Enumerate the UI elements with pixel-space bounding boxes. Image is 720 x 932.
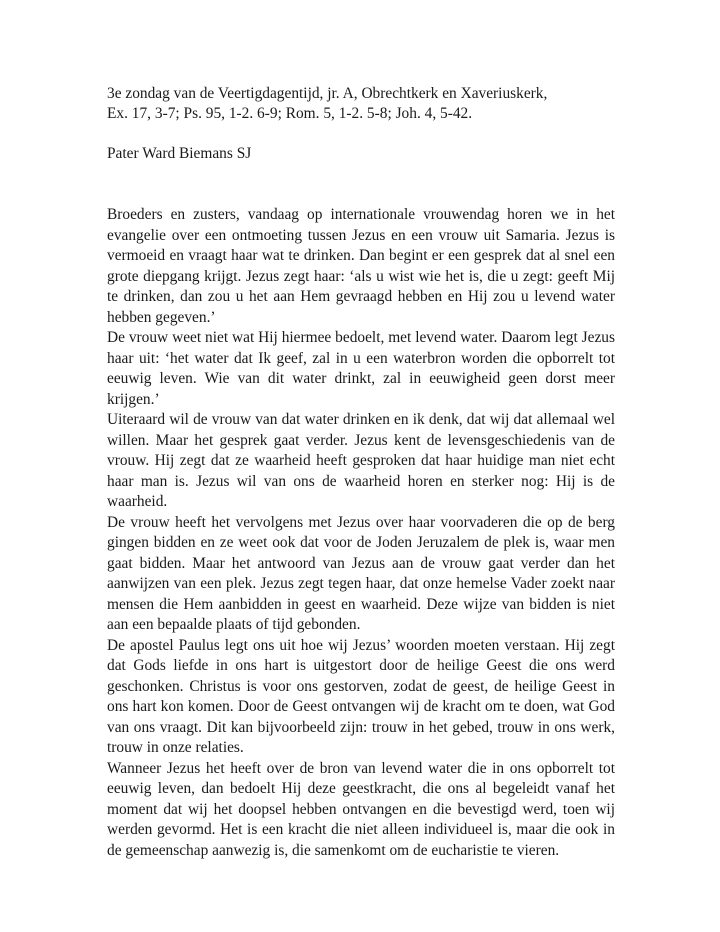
liturgy-heading: 3e zondag van de Veertigdagentijd, jr. A, Obrechtkerk en Xaveriuskerk, [107,85,548,102]
paragraph: De apostel Paulus legt ons uit hoe wij Jezus’ woorden moeten verstaan. Hij zegt dat Gods liefde in ons hart is uitgestort door de heilige Geest die ons werd geschonken. Christus is voor ons gestorven, zodat de geest, de heilige Geest in ons hart kon komen. Door de Geest ontvangen wij de kracht om te doen, wat God van ons vraagt. Dit kan bijvoorbeeld zijn: trouw in het gebed, trouw in ons werk, trouw in onze relaties. [107,636,615,756]
paragraph: De vrouw heeft het vervolgens met Jezus over haar voorvaderen die op de berg gingen bidden en ze weet ook dat voor de Joden Jeruzalem de plek is, waar men gaat bidden. Maar het antwoord van Jezus aan de vrouw gaat verder dan het aanwijzen van een plek. Jezus zegt tegen haar, dat onze hemelse Vader zoekt naar mensen die Hem aanbidden in geest en waarheid. Deze wijze van bidden is niet aan een bepaalde plaats of tijd gebonden. [107,513,615,633]
scripture-references: Ex. 17, 3-7; Ps. 95, 1-2. 6-9; Rom. 5, 1-2. 5-8; Joh. 4, 5-42. [107,105,473,122]
paragraph: Uiteraard wil de vrouw van dat water drinken en ik denk, dat wij dat allemaal wel willen. Maar het gesprek gaat verder. Jezus kent de levensgeschiedenis van de vrouw. Hij zegt dat ze waarheid heeft gesproken dat haar huidige man niet echt haar man is. Jezus wil van ons de waarheid horen en sterker nog: Hij is de waarheid. [107,411,615,510]
paragraph: Wanneer Jezus het heeft over de bron van levend water die in ons opborrelt tot eeuwig leven, dan bedoelt Hij deze geestkracht, die ons al begeleidt vanaf het moment dat wij het doopsel hebben ontvangen en die bevestigd werd, toen wij werden gevormd. Het is een kracht die niet alleen individueel is, maar die ook in de gemeenschap aanwezig is, die samenkomt om de eucharistie te vieren. [107,759,615,859]
paragraph: De vrouw weet niet wat Hij hiermee bedoelt, met levend water. Daarom legt Jezus haar uit: ‘het water dat Ik geef, zal in u een waterbron worden die opborrelt tot eeuwig leven. Wie van dit water drinkt, zal in eeuwigheid geen dorst meer krijgen.’ [107,329,615,408]
sermon-body [107,205,615,861]
author-name: Pater Ward Biemans SJ [107,145,252,162]
paragraph: Broeders en zusters, vandaag op internationale vrouwendag horen we in het evangelie over een ontmoeting tussen Jezus en een vrouw uit Samaria. Jezus is vermoeid en vraagt haar wat te drinken. Dan begint er een gesprek dat al snel een grote diepgang krijgt. Jezus zegt haar: ‘als u wist wie het is, die u zegt: geeft Mij te drinken, dan zou u het aan Hem gevraagd hebben en Hij zou u levend water hebben gegeven.’ [107,206,615,326]
document-page [107,84,615,861]
